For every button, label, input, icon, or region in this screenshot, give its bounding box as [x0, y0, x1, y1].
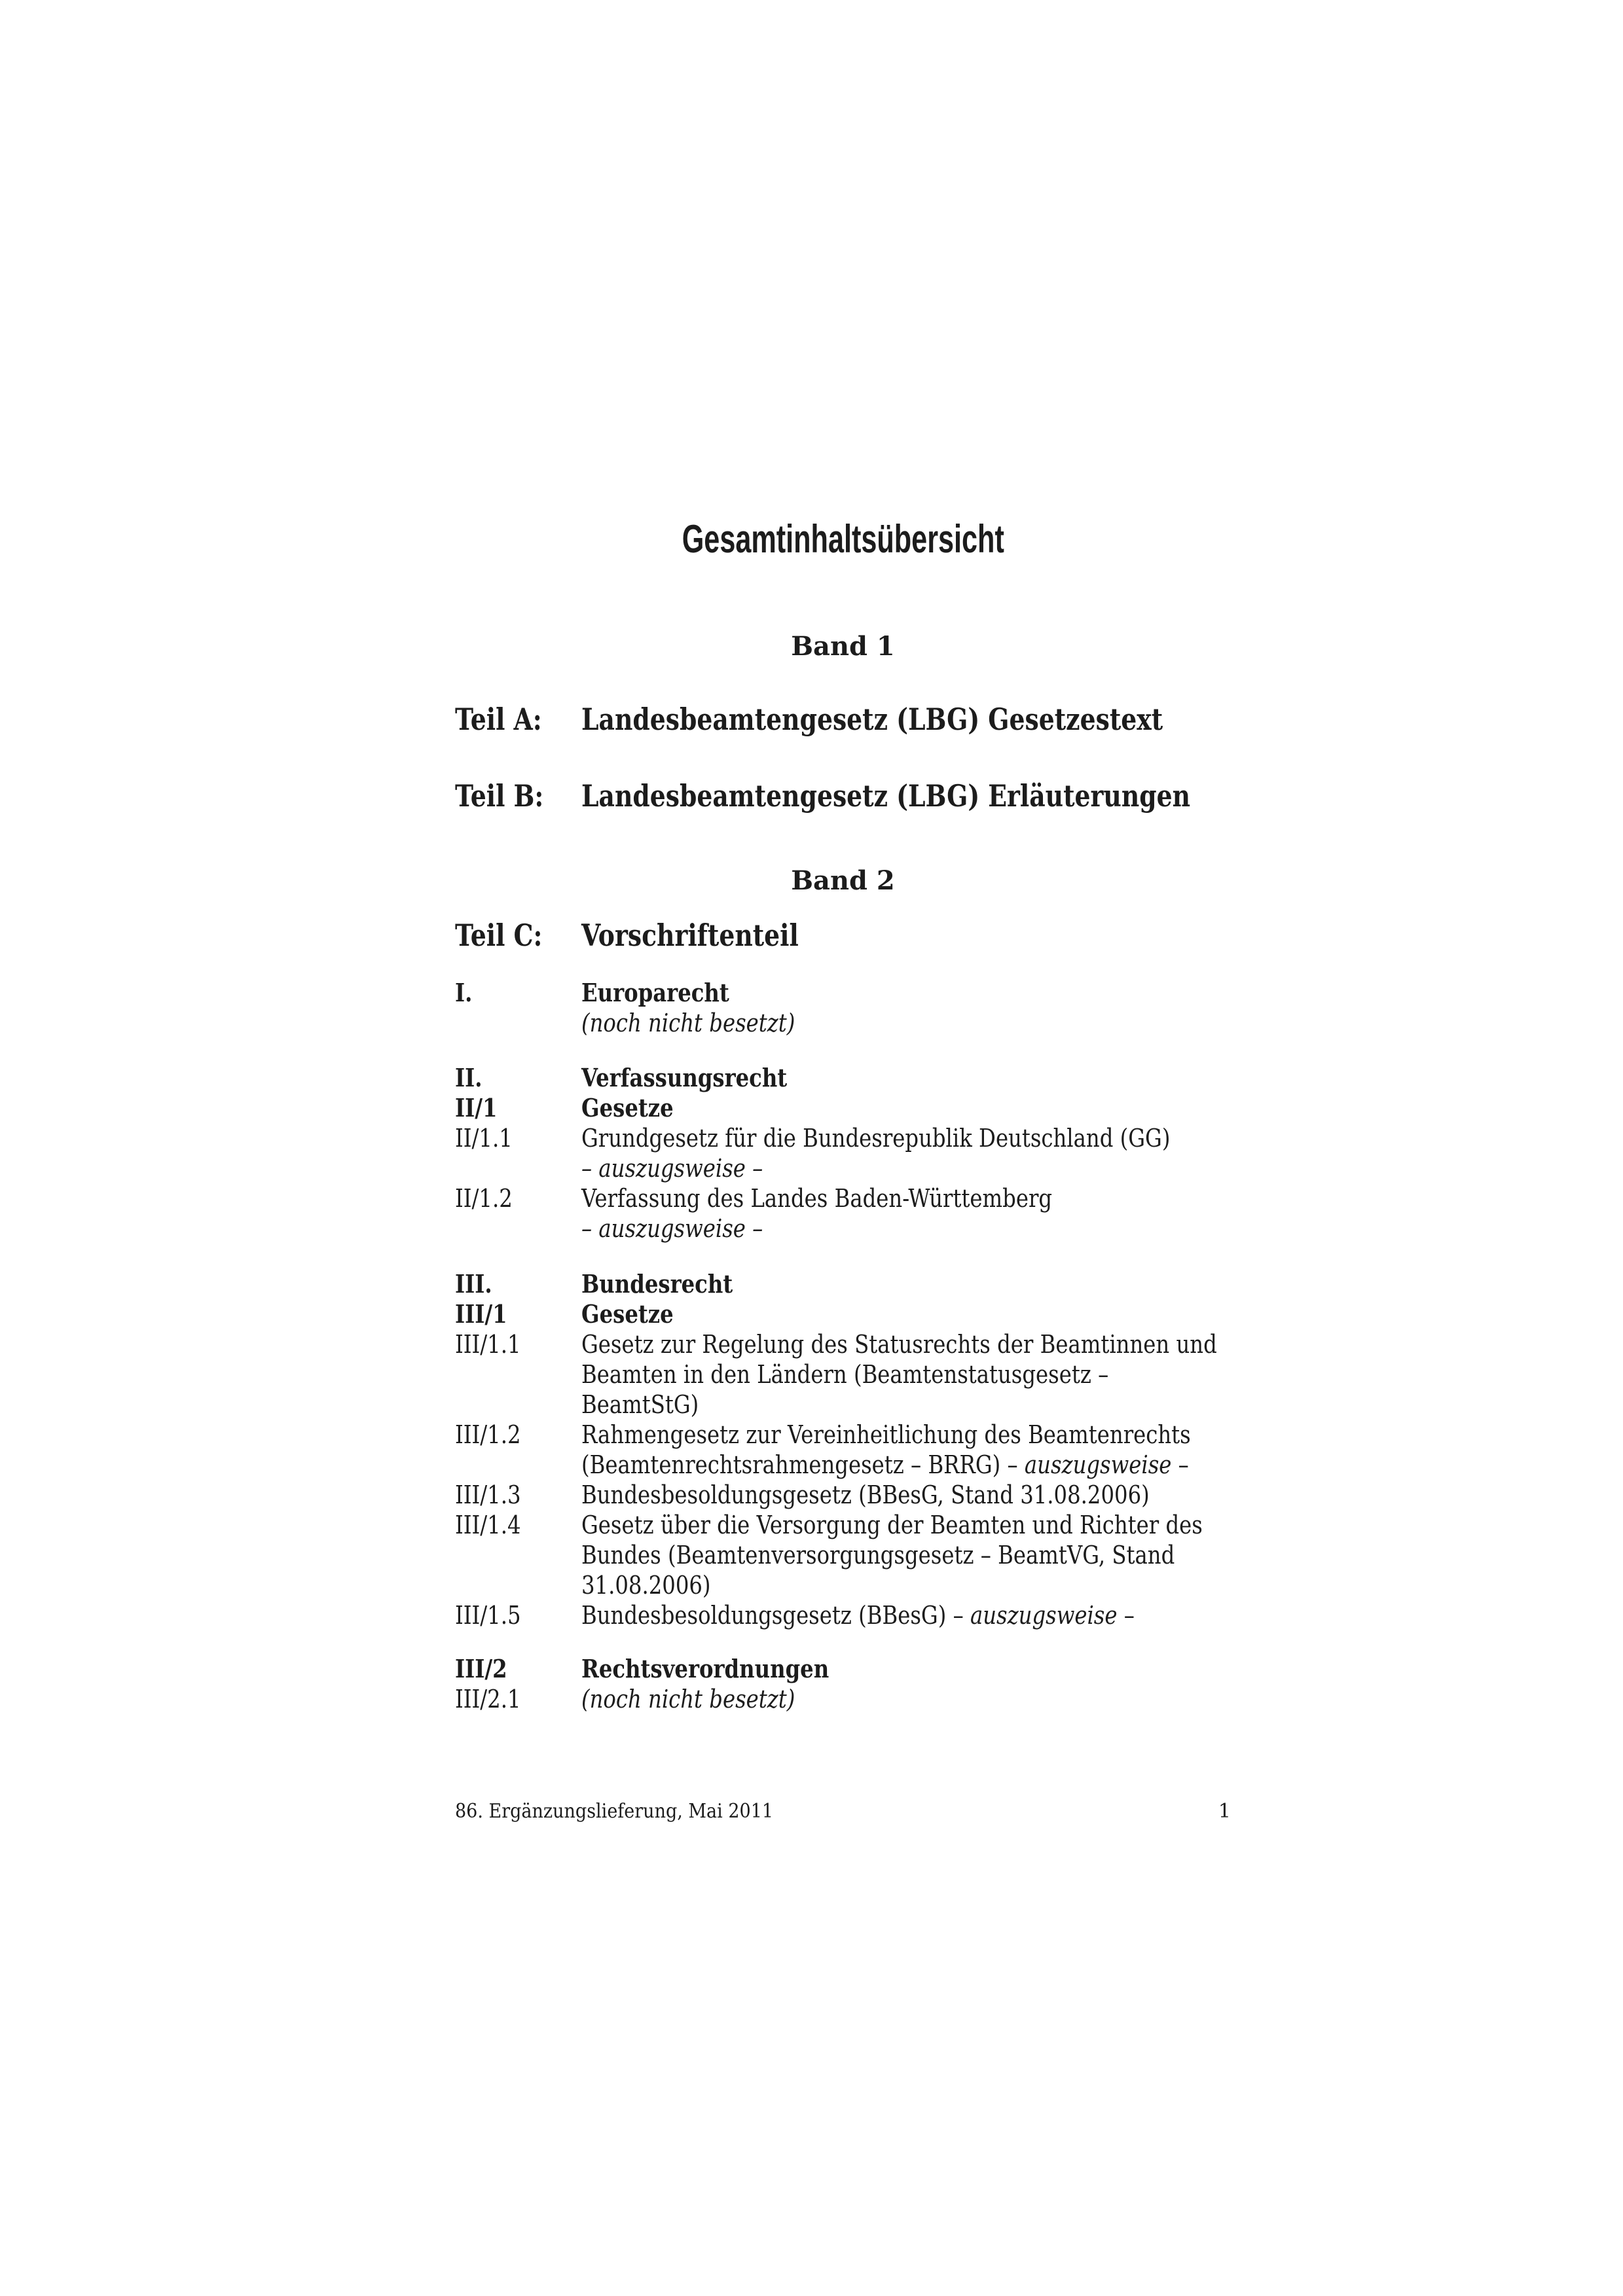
toc-row-sec-iii1: [455, 1299, 1231, 1329]
row-label: III/1.5: [455, 1601, 521, 1630]
row-label: I.: [455, 978, 473, 1007]
toc-row-item-iii21: [455, 1684, 1231, 1714]
toc-row-teil-b: [455, 780, 1231, 812]
row-text: Bundesbesoldungsgesetz (BBesG) – auszugsweise –: [581, 1601, 1135, 1630]
row-label: II/1: [455, 1093, 498, 1122]
row-text: Grundgesetz für die Bundesrepublik Deutschland (GG) – auszugsweise –: [581, 1124, 1171, 1183]
toc-row-item-iii15: [455, 1600, 1231, 1630]
toc-row-item-ii12: [455, 1183, 1231, 1244]
row-label: III/1: [455, 1299, 507, 1329]
row-text: Gesetze: [581, 1093, 674, 1122]
row-label: II/1.1: [455, 1124, 513, 1153]
row-label: III/1.3: [455, 1480, 521, 1509]
toc-row-item-iii12: [455, 1420, 1231, 1480]
row-text: (noch nicht besetzt): [581, 1685, 795, 1713]
row-text: Landesbeamtengesetz (LBG) Erläuterungen: [581, 778, 1191, 814]
page-title: Gesamtinhaltsübersicht: [682, 517, 1004, 561]
row-text: Rechtsverordnungen: [581, 1654, 830, 1683]
row-text: Verfassungsrecht: [581, 1063, 788, 1092]
toc-row-item-ii11: [455, 1123, 1231, 1183]
toc-row-teil-c: [455, 919, 1231, 952]
volume-heading-band2: Band 2: [791, 865, 895, 896]
row-label: Teil A:: [455, 702, 542, 737]
row-label: III.: [455, 1269, 492, 1299]
toc-row-item-iii11: [455, 1329, 1231, 1420]
row-text: Vorschriftenteil: [581, 918, 799, 953]
row-text: Bundesrecht: [581, 1269, 733, 1299]
row-text: Bundesbesoldungsgesetz (BBesG, Stand 31.08.2006): [581, 1480, 1150, 1509]
row-text: Verfassung des Landes Baden-Württemberg – auszugsweise –: [581, 1184, 1053, 1243]
row-text: Gesetz über die Versorgung der Beamten und Richter des Bundes (Beamtenversorgungsgesetz – BeamtVG, Stand 31.08.2006): [581, 1511, 1203, 1600]
row-label: II.: [455, 1063, 483, 1092]
row-text: Gesetz zur Regelung des Statusrechts der Beamtinnen und Beamten in den Ländern (Beamtenstatusgesetz – BeamtStG): [581, 1330, 1217, 1419]
toc-row-teil-a: [455, 703, 1231, 736]
page-number: 1: [1218, 1800, 1231, 1823]
row-label: III/2.1: [455, 1685, 521, 1713]
row-label: III/1.2: [455, 1420, 521, 1449]
volume-heading-band1: Band 1: [791, 631, 895, 662]
row-text: Europarecht (noch nicht besetzt): [581, 978, 795, 1037]
page-footer: [455, 1800, 1231, 1823]
row-label: Teil B:: [455, 778, 544, 814]
row-label: III/1.4: [455, 1511, 521, 1539]
row-label: Teil C:: [455, 918, 543, 953]
row-label: III/2: [455, 1654, 507, 1683]
row-label: II/1.2: [455, 1184, 513, 1213]
toc-row-sec-i: [455, 978, 1231, 1038]
toc-content: [455, 0, 1231, 1714]
row-text: Gesetze: [581, 1299, 674, 1329]
toc-row-sec-ii: [455, 1063, 1231, 1093]
footer-edition-note: 86. Ergänzungslieferung, Mai 2011: [455, 1800, 774, 1823]
row-text: Landesbeamtengesetz (LBG) Gesetzestext: [581, 702, 1163, 737]
row-label: III/1.1: [455, 1330, 521, 1359]
toc-row-sec-iii2: [455, 1654, 1231, 1684]
toc-row-sec-ii1: [455, 1093, 1231, 1123]
row-text: Rahmengesetz zur Vereinheitlichung des Beamtenrechts (Beamtenrechtsrahmengesetz – BRRG) – auszugsweise –: [581, 1420, 1191, 1479]
toc-row-item-iii14: [455, 1510, 1231, 1600]
toc-row-item-iii13: [455, 1480, 1231, 1510]
toc-row-sec-iii: [455, 1269, 1231, 1299]
